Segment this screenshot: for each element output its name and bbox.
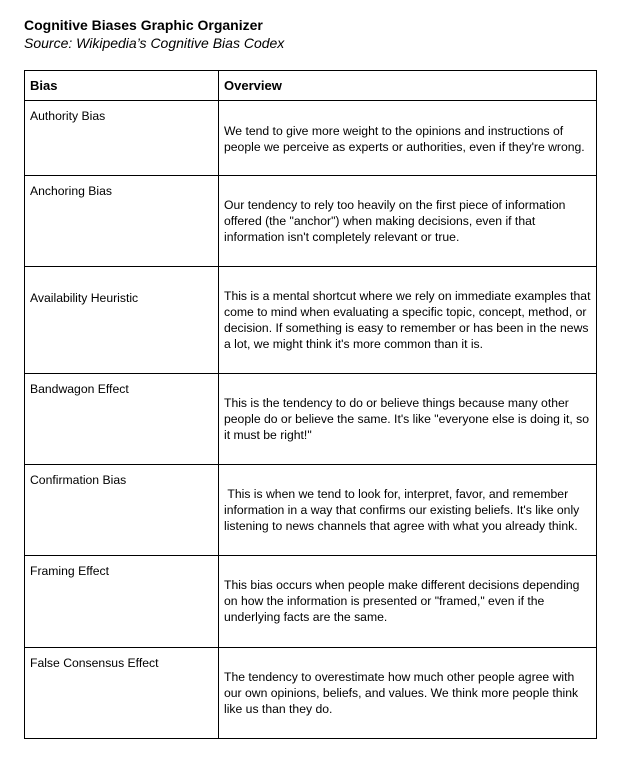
bias-table [24, 70, 597, 739]
bias-cell [25, 465, 219, 556]
bias-cell [25, 648, 219, 739]
bias-cell [25, 556, 219, 648]
document-source: Source: Wikipedia’s Cognitive Bias Codex [24, 35, 285, 51]
overview-cell [219, 648, 597, 739]
bias-name: Anchoring Bias [30, 184, 112, 198]
overview-text: We tend to give more weight to the opinions and instructions of people we perceive as experts or authorities, even if they're wrong. [224, 124, 585, 154]
table-row [25, 267, 597, 374]
column-header-overview: Overview [219, 71, 597, 101]
column-header-bias: Bias [25, 71, 219, 101]
table-row [25, 101, 597, 176]
bias-name: Authority Bias [30, 109, 106, 123]
overview-text: This bias occurs when people make different decisions depending on how the information is presented or "framed," even if the underlying facts are the same. [224, 578, 580, 624]
overview-cell [219, 267, 597, 374]
overview-cell [219, 101, 597, 176]
overview-cell [219, 556, 597, 648]
table-row [25, 374, 597, 465]
overview-text: This is the tendency to do or believe things because many other people do or believe the same. It's like "everyone else is doing it, so it must be right!" [224, 396, 590, 442]
overview-text: This is when we tend to look for, interpret, favor, and remember information in a way that confirms our existing beliefs. It's like only listening to news channels that agree with what you already think. [224, 487, 583, 533]
table-row [25, 176, 597, 267]
overview-text: The tendency to overestimate how much other people agree with our own opinions, beliefs, and values. We think more people think like us than they do. [224, 670, 579, 716]
bias-cell [25, 267, 219, 374]
table-row [25, 648, 597, 739]
table-header-row [25, 71, 597, 101]
overview-cell [219, 176, 597, 267]
bias-name: Availability Heuristic [30, 291, 139, 305]
bias-name: Confirmation Bias [30, 473, 127, 487]
table-row [25, 556, 597, 648]
bias-name: False Consensus Effect [30, 656, 159, 670]
bias-name: Framing Effect [30, 564, 110, 578]
bias-cell [25, 101, 219, 176]
overview-text: Our tendency to rely too heavily on the first piece of information offered (the "anchor") when making decisions, even if that information isn't completely relevant or true. [224, 198, 566, 244]
overview-text: This is a mental shortcut where we rely on immediate examples that come to mind when evaluating a specific topic, concept, method, or decision. If something is easy to remember or has been in the news a lot, we might think it's more common than it is. [224, 289, 591, 351]
bias-cell [25, 176, 219, 267]
bias-name: Bandwagon Effect [30, 382, 129, 396]
overview-cell [219, 374, 597, 465]
overview-cell [219, 465, 597, 556]
bias-cell [25, 374, 219, 465]
document-title: Cognitive Biases Graphic Organizer [24, 17, 263, 33]
table-row [25, 465, 597, 556]
